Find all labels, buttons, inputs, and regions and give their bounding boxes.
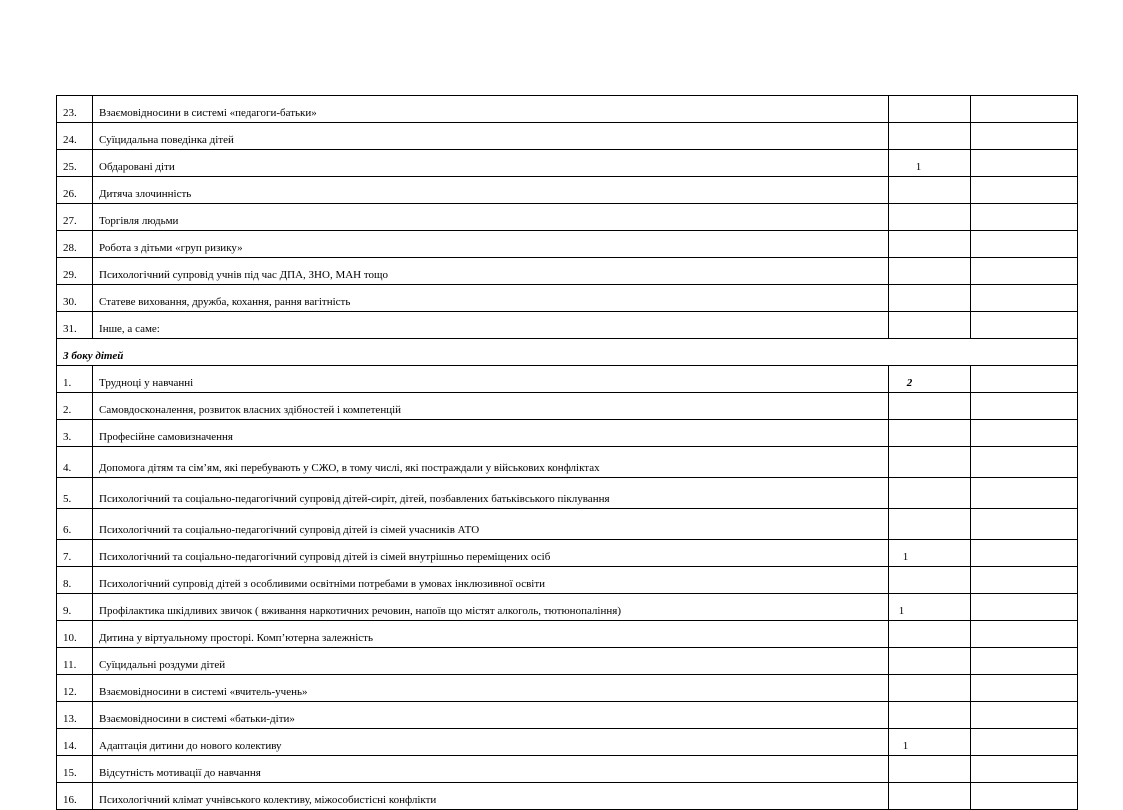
row-number: 30. bbox=[57, 285, 93, 312]
table-row bbox=[57, 594, 1078, 621]
row-count-a bbox=[888, 123, 970, 150]
row-count-a bbox=[888, 96, 970, 123]
table-row bbox=[57, 509, 1078, 540]
row-count-a bbox=[888, 231, 970, 258]
row-number: 3. bbox=[57, 420, 93, 447]
row-count-a bbox=[888, 509, 970, 540]
row-topic: Трудноці у навчанні bbox=[93, 366, 889, 393]
row-count-b bbox=[970, 231, 1077, 258]
table-body-bottom bbox=[57, 366, 1078, 810]
section-row bbox=[57, 339, 1078, 366]
table-row bbox=[57, 447, 1078, 478]
row-count-a bbox=[888, 312, 970, 339]
row-topic: Психологічний та соціально-педагогічний супровід дітей-сиріт, дітей, позбавлених батьківського піклування bbox=[93, 478, 889, 509]
row-count-a bbox=[888, 420, 970, 447]
row-number: 11. bbox=[57, 648, 93, 675]
row-count-a bbox=[888, 621, 970, 648]
row-number: 8. bbox=[57, 567, 93, 594]
row-number: 5. bbox=[57, 478, 93, 509]
row-count-a bbox=[888, 594, 970, 621]
table-row bbox=[57, 96, 1078, 123]
row-number: 7. bbox=[57, 540, 93, 567]
row-topic: Дитяча злочинність bbox=[93, 177, 889, 204]
table-row bbox=[57, 177, 1078, 204]
row-number: 6. bbox=[57, 509, 93, 540]
row-count-b bbox=[970, 447, 1077, 478]
row-topic: Суїцидальні роздуми дітей bbox=[93, 648, 889, 675]
row-topic: Допомога дітям та сім’ям, які перебувають у СЖО, в тому числі, які постраждали у військових конфліктах bbox=[93, 447, 889, 478]
row-count-b bbox=[970, 567, 1077, 594]
row-topic: Дитина у віртуальному просторі. Комп’ютерна залежність bbox=[93, 621, 889, 648]
row-topic: Самовдосконалення, розвиток власних здібностей і компетенцій bbox=[93, 393, 889, 420]
count-value: 2 bbox=[906, 377, 913, 389]
row-count-b bbox=[970, 312, 1077, 339]
row-topic: Професійне самовизначення bbox=[93, 420, 889, 447]
row-count-a bbox=[888, 702, 970, 729]
row-topic: Робота з дітьми «груп ризику» bbox=[93, 231, 889, 258]
row-number: 15. bbox=[57, 756, 93, 783]
row-topic: Суїцидальна поведінка дітей bbox=[93, 123, 889, 150]
row-topic: Психологічний супровід дітей з особливими освітніми потребами в умовах інклюзивної освіти bbox=[93, 567, 889, 594]
row-number: 4. bbox=[57, 447, 93, 478]
row-count-b bbox=[970, 285, 1077, 312]
row-number: 26. bbox=[57, 177, 93, 204]
table-section bbox=[57, 339, 1078, 366]
table-row bbox=[57, 540, 1078, 567]
row-count-b bbox=[970, 96, 1077, 123]
row-number: 24. bbox=[57, 123, 93, 150]
row-topic: Статеве виховання, дружба, кохання, рання вагітність bbox=[93, 285, 889, 312]
table-row bbox=[57, 285, 1078, 312]
table-row bbox=[57, 702, 1078, 729]
row-topic: Взаємовідносини в системі «вчитель-учень» bbox=[93, 675, 889, 702]
row-number: 27. bbox=[57, 204, 93, 231]
row-number: 1. bbox=[57, 366, 93, 393]
row-count-a bbox=[888, 285, 970, 312]
table-row bbox=[57, 420, 1078, 447]
row-count-b bbox=[970, 729, 1077, 756]
row-count-a bbox=[888, 783, 970, 810]
row-number: 14. bbox=[57, 729, 93, 756]
row-topic: Психологічний супровід учнів під час ДПА, ЗНО, МАН тощо bbox=[93, 258, 889, 285]
row-topic: Відсутність мотивації до навчання bbox=[93, 756, 889, 783]
row-number: 2. bbox=[57, 393, 93, 420]
section-title: З боку дітей bbox=[57, 339, 1078, 366]
row-number: 10. bbox=[57, 621, 93, 648]
row-count-b bbox=[970, 783, 1077, 810]
row-count-b bbox=[970, 204, 1077, 231]
row-count-b bbox=[970, 621, 1077, 648]
row-count-b bbox=[970, 393, 1077, 420]
row-number: 9. bbox=[57, 594, 93, 621]
table-row bbox=[57, 675, 1078, 702]
row-count-a bbox=[888, 366, 970, 393]
row-count-a bbox=[888, 204, 970, 231]
row-number: 23. bbox=[57, 96, 93, 123]
row-topic: Адаптація дитини до нового колективу bbox=[93, 729, 889, 756]
survey-table bbox=[56, 95, 1078, 810]
table-body-top bbox=[57, 96, 1078, 339]
row-topic: Взаємовідносини в системі «педагоги-батьки» bbox=[93, 96, 889, 123]
row-count-b bbox=[970, 675, 1077, 702]
row-count-a bbox=[888, 756, 970, 783]
row-count-a bbox=[888, 478, 970, 509]
count-value: 1 bbox=[902, 551, 909, 563]
table-row bbox=[57, 567, 1078, 594]
row-topic: Психологічний та соціально-педагогічний супровід дітей із сімей внутрішньо переміщених осіб bbox=[93, 540, 889, 567]
row-topic: Обдаровані діти bbox=[93, 150, 889, 177]
row-count-b bbox=[970, 540, 1077, 567]
count-value: 1 bbox=[915, 161, 922, 173]
row-number: 31. bbox=[57, 312, 93, 339]
table-row bbox=[57, 258, 1078, 285]
table-row bbox=[57, 123, 1078, 150]
row-count-a bbox=[888, 447, 970, 478]
count-value: 1 bbox=[902, 740, 909, 752]
table-row bbox=[57, 393, 1078, 420]
row-count-b bbox=[970, 150, 1077, 177]
table-row bbox=[57, 366, 1078, 393]
row-count-b bbox=[970, 509, 1077, 540]
table-row bbox=[57, 150, 1078, 177]
row-number: 12. bbox=[57, 675, 93, 702]
table-row bbox=[57, 783, 1078, 810]
row-count-b bbox=[970, 366, 1077, 393]
row-topic: Психологічний клімат учнівського колективу, міжособистісні конфлікти bbox=[93, 783, 889, 810]
table-row bbox=[57, 478, 1078, 509]
row-count-a bbox=[888, 258, 970, 285]
row-count-a bbox=[888, 393, 970, 420]
row-count-a bbox=[888, 648, 970, 675]
row-topic: Психологічний та соціально-педагогічний супровід дітей із сімей учасників АТО bbox=[93, 509, 889, 540]
row-count-b bbox=[970, 594, 1077, 621]
row-count-b bbox=[970, 123, 1077, 150]
row-number: 16. bbox=[57, 783, 93, 810]
row-topic: Профілактика шкідливих звичок ( вживання наркотичних речовин, напоїв що містят алкоголь, тютюнопаління) bbox=[93, 594, 889, 621]
row-count-a bbox=[888, 567, 970, 594]
row-count-b bbox=[970, 702, 1077, 729]
row-count-a bbox=[888, 675, 970, 702]
row-count-a bbox=[888, 729, 970, 756]
row-topic: Взаємовідносини в системі «батьки-діти» bbox=[93, 702, 889, 729]
row-number: 25. bbox=[57, 150, 93, 177]
row-count-b bbox=[970, 258, 1077, 285]
row-number: 29. bbox=[57, 258, 93, 285]
row-count-b bbox=[970, 648, 1077, 675]
row-number: 28. bbox=[57, 231, 93, 258]
row-count-b bbox=[970, 177, 1077, 204]
row-count-b bbox=[970, 756, 1077, 783]
row-topic: Інше, а саме: bbox=[93, 312, 889, 339]
table-row bbox=[57, 756, 1078, 783]
table-row bbox=[57, 204, 1078, 231]
table-row bbox=[57, 621, 1078, 648]
row-count-a bbox=[888, 177, 970, 204]
row-count-a bbox=[888, 540, 970, 567]
row-number: 13. bbox=[57, 702, 93, 729]
table-row bbox=[57, 231, 1078, 258]
count-value: 1 bbox=[898, 605, 905, 617]
row-count-b bbox=[970, 478, 1077, 509]
row-count-b bbox=[970, 420, 1077, 447]
table-row bbox=[57, 312, 1078, 339]
table-row bbox=[57, 729, 1078, 756]
row-count-a bbox=[888, 150, 970, 177]
table-row bbox=[57, 648, 1078, 675]
row-topic: Торгівля людьми bbox=[93, 204, 889, 231]
